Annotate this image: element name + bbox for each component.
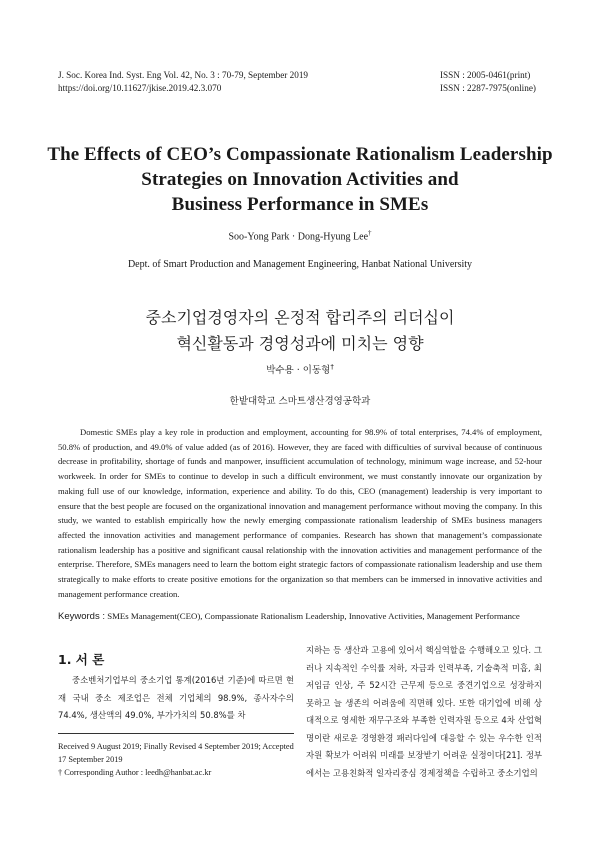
affiliation-korean: 한밭대학교 스마트생산경영공학과 (229, 396, 371, 407)
footnote-divider (58, 733, 294, 734)
journal-header (58, 69, 308, 95)
authors-korean (0, 362, 600, 376)
abstract: Domestic SMEs play a key role in production and employment, accounting for 98.9% of total enterprises, 74.4% of employment, 50.8% of production, and 49.0% of value added (as of 2016). However, they are faced with difficulties of survival because of continuous decrease in profitability, shortage of funds and manpower, insufficient accumulation of technology, minimum wage increase, and 52-hour workweek. In order for SMEs to continue to develop in such a difficult environment, we must constantly innovate our organization by making full use of our knowledge, information, experience and ability. To do this, CEO (management) leadership is very important to ensure that the best people are focused on the organizational innovation and management performance without moving the company. In this study, we wanted to establish empirically how the newly emerging compassionate rationalism leadership of SMEs business managers affected the innovation activities and management performance of companies. Research has shown that management’s compassionate rationalism leadership has a positive and significant causal relationship with the innovation activities and management performance of the enterprise. Therefore, SMEs managers need to learn the bottom eight strategic factors of compassionate rationalism leadership and use them strategically to make efforts to create positive emotions for the organization so that members can be immersed in innovative activities and management performance creation. (58, 427, 542, 599)
corresponding-mark-ko: † (330, 362, 334, 371)
corresponding-mark: † (368, 229, 372, 237)
keywords-text: SMEs Management(CEO), Compassionate Rationalism Leadership, Innovative Activities, Management Performance (107, 611, 520, 621)
title-ko-line-1: 중소기업경영자의 온정적 합리주의 리더십이 (145, 308, 455, 327)
issn-block (440, 69, 536, 95)
body-text-right-column: 지하는 등 생산과 고용에 있어서 핵심역할을 수행해오고 있다. 그러나 지속적인 수익률 저하, 자금과 인력부족, 기술축적 미흡, 최저임금 인상, 주 52시간 근무제 등으로 중견기업으로 성장하지 못하고 늘 생존의 어려움에 직면해 있다. 또한 대기업에 비해 상대적으로 영세한 재무구조와 부족한 인력자원 등으로 4차 산업혁명이란 새로운 경영환경 패러다임에 대응할 수 있는 우수한 인적자원 확보가 어려워 미래를 보장받기 어려운 실정이다[21]. 정부에서는 고용친화적 일자리중심 경제정책을 수립하고 중소기업의 (306, 645, 542, 778)
authors-english (0, 229, 600, 242)
paper-title-english (40, 142, 560, 217)
author-names: Soo-Yong Park · Dong-Hyung Lee (228, 231, 369, 243)
title-ko-line-2: 혁신활동과 경영성과에 미치는 영향 (176, 334, 424, 353)
title-line-3: Business Performance in SMEs (171, 194, 429, 215)
footnote-received: Received 9 August 2019; Finally Revised 4 September 2019; Accepted 17 September 2019 (58, 742, 294, 764)
section-heading-introduction: 1. 서 론 (58, 652, 105, 667)
affiliation-english: Dept. of Smart Production and Management Engineering, Hanbat National University (127, 259, 473, 270)
journal-citation: J. Soc. Korea Ind. Syst. Eng Vol. 42, No. 3 : 70-79, September 2019 (58, 70, 309, 80)
keywords-label: Keywords : (58, 611, 105, 622)
issn-print: ISSN : 2005-0461(print) (440, 70, 531, 80)
author-names-ko: 박수용 · 이동형 (266, 365, 331, 376)
title-line-2: Strategies on Innovation Activities and (141, 169, 459, 190)
doi-link[interactable]: https://doi.org/10.11627/jkise.2019.42.3.070 (58, 83, 222, 93)
issn-online: ISSN : 2287-7975(online) (440, 83, 536, 93)
title-line-1: The Effects of CEO’s Compassionate Rationalism Leadership (47, 144, 553, 165)
paper-title-korean (40, 305, 560, 357)
footnote-corresponding-author: † Corresponding Author : leedh@hanbat.ac.kr (58, 768, 212, 777)
keywords (58, 611, 558, 622)
body-text-left-column: 중소벤처기업부의 중소기업 통계(2016년 기준)에 따르면 현재 국내 중소 제조업은 전체 기업체의 98.9%, 종사자수의 74.4%, 생산액의 49.0%, 부가가치의 50.8%를 차 (58, 675, 294, 720)
